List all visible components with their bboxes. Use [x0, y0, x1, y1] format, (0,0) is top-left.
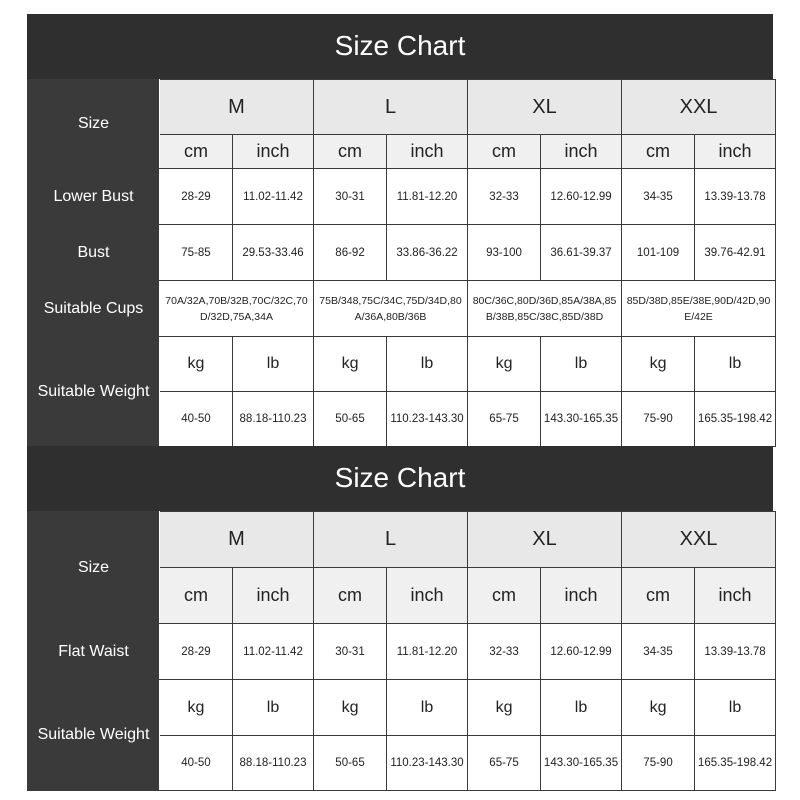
cell-value: 11.81-12.20	[387, 169, 468, 225]
size-table	[27, 511, 776, 791]
weight-unit: lb	[233, 680, 314, 736]
row-label-suitable-cups: Suitable Cups	[28, 281, 160, 337]
cell-value: 32-33	[468, 169, 541, 225]
cell-value: 34-35	[622, 624, 695, 680]
weight-unit: kg	[468, 680, 541, 736]
size-chart-waist	[27, 446, 773, 791]
table-row	[28, 225, 776, 281]
cell-cups: 85D/38D,85E/38E,90D/42D,90E/42E	[622, 281, 776, 337]
weight-unit: lb	[233, 337, 314, 392]
cell-value: 11.81-12.20	[387, 624, 468, 680]
unit-header: cm	[622, 135, 695, 169]
cell-value: 75-85	[160, 225, 233, 281]
cell-cups: 75B/348,75C/34C,75D/34D,80A/36A,80B/36B	[314, 281, 468, 337]
cell-value: 13.39-13.78	[695, 624, 776, 680]
cell-value: 28-29	[160, 169, 233, 225]
cell-value: 13.39-13.78	[695, 169, 776, 225]
cell-value: 143.30-165.35	[541, 736, 622, 791]
weight-unit: lb	[387, 337, 468, 392]
unit-header: inch	[233, 568, 314, 624]
cell-value: 143.30-165.35	[541, 392, 622, 447]
cell-value: 50-65	[314, 736, 387, 791]
unit-header: inch	[387, 568, 468, 624]
size-xxl-header: XXL	[622, 512, 776, 568]
weight-unit: kg	[622, 680, 695, 736]
cell-value: 30-31	[314, 624, 387, 680]
table-row	[28, 169, 776, 225]
size-xxl-header: XXL	[622, 80, 776, 135]
cell-value: 50-65	[314, 392, 387, 447]
size-m-header: M	[160, 512, 314, 568]
cell-value: 33.86-36.22	[387, 225, 468, 281]
weight-unit: kg	[160, 337, 233, 392]
unit-header: inch	[695, 568, 776, 624]
cell-value: 11.02-11.42	[233, 624, 314, 680]
row-label-suitable-weight: Suitable Weight	[28, 337, 160, 447]
cell-value: 75-90	[622, 736, 695, 791]
unit-header: cm	[468, 135, 541, 169]
unit-header: inch	[541, 135, 622, 169]
cell-value: 88.18-110.23	[233, 392, 314, 447]
cell-value: 86-92	[314, 225, 387, 281]
cell-value: 39.76-42.91	[695, 225, 776, 281]
cell-value: 165.35-198.42	[695, 392, 776, 447]
cell-value: 65-75	[468, 736, 541, 791]
unit-header: cm	[160, 135, 233, 169]
weight-unit: lb	[541, 337, 622, 392]
size-m-header: M	[160, 80, 314, 135]
size-chart-bra	[27, 14, 773, 447]
weight-unit: lb	[541, 680, 622, 736]
cell-value: 40-50	[160, 392, 233, 447]
chart-title: Size Chart	[27, 14, 773, 79]
weight-unit: kg	[314, 337, 387, 392]
size-label: Size	[28, 512, 160, 624]
weight-unit: lb	[695, 680, 776, 736]
unit-header: inch	[233, 135, 314, 169]
unit-header: cm	[314, 135, 387, 169]
cell-value: 110.23-143.30	[387, 392, 468, 447]
unit-header: inch	[541, 568, 622, 624]
cell-value: 75-90	[622, 392, 695, 447]
cell-value: 110.23-143.30	[387, 736, 468, 791]
size-xl-header: XL	[468, 512, 622, 568]
cell-value: 101-109	[622, 225, 695, 281]
cell-value: 65-75	[468, 392, 541, 447]
weight-unit: lb	[387, 680, 468, 736]
size-l-header: L	[314, 512, 468, 568]
unit-header: cm	[622, 568, 695, 624]
unit-header: cm	[314, 568, 387, 624]
cell-value: 12.60-12.99	[541, 624, 622, 680]
row-label-bust: Bust	[28, 225, 160, 281]
row-label-lower-bust: Lower Bust	[28, 169, 160, 225]
cell-value: 88.18-110.23	[233, 736, 314, 791]
weight-unit: kg	[160, 680, 233, 736]
cell-value: 11.02-11.42	[233, 169, 314, 225]
unit-header: cm	[468, 568, 541, 624]
weight-unit: kg	[622, 337, 695, 392]
row-label-suitable-weight: Suitable Weight	[28, 680, 160, 791]
size-xl-header: XL	[468, 80, 622, 135]
cell-value: 28-29	[160, 624, 233, 680]
cell-value: 34-35	[622, 169, 695, 225]
size-l-header: L	[314, 80, 468, 135]
weight-unit: kg	[468, 337, 541, 392]
cell-value: 30-31	[314, 169, 387, 225]
cell-value: 32-33	[468, 624, 541, 680]
cell-cups: 80C/36C,80D/36D,85A/38A,85B/38B,85C/38C,85D/38D	[468, 281, 622, 337]
weight-unit: kg	[314, 680, 387, 736]
weight-unit: lb	[695, 337, 776, 392]
unit-header: inch	[695, 135, 776, 169]
cell-cups: 70A/32A,70B/32B,70C/32C,70D/32D,75A,34A	[160, 281, 314, 337]
cell-value: 93-100	[468, 225, 541, 281]
table-row	[28, 281, 776, 337]
unit-header: cm	[160, 568, 233, 624]
unit-header: inch	[387, 135, 468, 169]
cell-value: 29.53-33.46	[233, 225, 314, 281]
size-label: Size	[28, 80, 160, 169]
cell-value: 40-50	[160, 736, 233, 791]
size-table	[27, 79, 776, 447]
chart-title: Size Chart	[27, 446, 773, 511]
table-row	[28, 624, 776, 680]
cell-value: 12.60-12.99	[541, 169, 622, 225]
cell-value: 165.35-198.42	[695, 736, 776, 791]
cell-value: 36.61-39.37	[541, 225, 622, 281]
row-label-flat-waist: Flat Waist	[28, 624, 160, 680]
